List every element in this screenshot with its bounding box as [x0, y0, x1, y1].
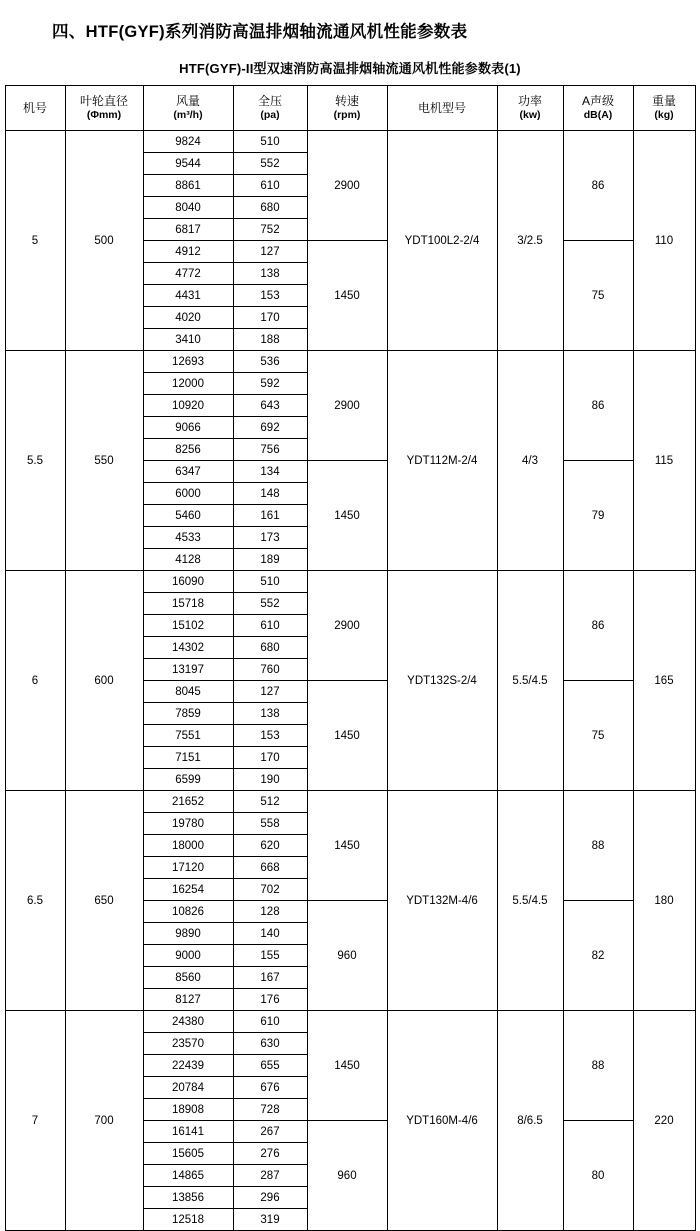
column-header-pressure-unit: (pa) — [260, 108, 280, 121]
cell-flow: 8560 — [143, 967, 233, 989]
cell-flow: 23570 — [143, 1033, 233, 1055]
cell-flow: 21652 — [143, 791, 233, 813]
cell-diameter: 500 — [65, 131, 143, 351]
column-header-diameter-label: 叶轮直径 — [79, 93, 128, 108]
cell-flow: 18908 — [143, 1099, 233, 1121]
column-header-power-unit: (kw) — [519, 108, 541, 121]
cell-flow: 10826 — [143, 901, 233, 923]
cell-flow: 7859 — [143, 703, 233, 725]
cell-pressure: 148 — [233, 483, 307, 505]
cell-pressure: 267 — [233, 1121, 307, 1143]
cell-flow: 4772 — [143, 263, 233, 285]
column-header-flow — [143, 86, 233, 131]
cell-pressure: 610 — [233, 1011, 307, 1033]
cell-weight: 115 — [633, 351, 695, 571]
cell-flow: 12518 — [143, 1209, 233, 1231]
document-page — [0, 18, 700, 1226]
cell-pressure: 134 — [233, 461, 307, 483]
cell-speed: 1450 — [307, 681, 387, 791]
cell-pressure: 190 — [233, 769, 307, 791]
performance-table — [5, 85, 696, 1231]
cell-flow: 4020 — [143, 307, 233, 329]
cell-speed: 1450 — [307, 1011, 387, 1121]
cell-speed: 1450 — [307, 241, 387, 351]
column-header-speed-unit: (rpm) — [333, 108, 361, 121]
column-header-noise — [563, 86, 633, 131]
cell-flow: 13856 — [143, 1187, 233, 1209]
cell-flow: 14865 — [143, 1165, 233, 1187]
cell-model: 7 — [5, 1011, 65, 1231]
column-header-power — [497, 86, 563, 131]
cell-pressure: 153 — [233, 285, 307, 307]
cell-flow: 16254 — [143, 879, 233, 901]
cell-weight: 220 — [633, 1011, 695, 1231]
cell-pressure: 728 — [233, 1099, 307, 1121]
cell-pressure: 592 — [233, 373, 307, 395]
column-header-noise-label: A声级 — [581, 93, 614, 108]
cell-pressure: 127 — [233, 681, 307, 703]
cell-pressure: 167 — [233, 967, 307, 989]
cell-pressure: 680 — [233, 637, 307, 659]
cell-pressure: 138 — [233, 263, 307, 285]
cell-pressure: 536 — [233, 351, 307, 373]
cell-flow: 18000 — [143, 835, 233, 857]
cell-pressure: 512 — [233, 791, 307, 813]
cell-flow: 16141 — [143, 1121, 233, 1143]
cell-pressure: 610 — [233, 175, 307, 197]
table-row — [5, 131, 695, 153]
cell-model: 5 — [5, 131, 65, 351]
cell-power: 5.5/4.5 — [497, 791, 563, 1011]
cell-pressure: 138 — [233, 703, 307, 725]
cell-motor-model: YDT100L2-2/4 — [387, 131, 497, 351]
table-caption: HTF(GYF)-II型双速消防高温排烟轴流通风机性能参数表(1) — [179, 61, 521, 76]
cell-power: 4/3 — [497, 351, 563, 571]
column-header-flow-label: 风量 — [175, 93, 200, 108]
cell-flow: 3410 — [143, 329, 233, 351]
cell-pressure: 296 — [233, 1187, 307, 1209]
cell-flow: 15102 — [143, 615, 233, 637]
cell-noise: 82 — [563, 901, 633, 1011]
cell-flow: 13197 — [143, 659, 233, 681]
column-header-pressure-label: 全压 — [257, 93, 282, 108]
cell-flow: 19780 — [143, 813, 233, 835]
cell-flow: 22439 — [143, 1055, 233, 1077]
cell-pressure: 319 — [233, 1209, 307, 1231]
cell-flow: 4533 — [143, 527, 233, 549]
table-row — [5, 1011, 695, 1033]
cell-noise: 86 — [563, 571, 633, 681]
cell-pressure: 128 — [233, 901, 307, 923]
cell-motor-model: YDT132M-4/6 — [387, 791, 497, 1011]
cell-noise: 75 — [563, 681, 633, 791]
cell-noise: 80 — [563, 1121, 633, 1231]
cell-flow: 8045 — [143, 681, 233, 703]
cell-motor-model: YDT112M-2/4 — [387, 351, 497, 571]
cell-pressure: 630 — [233, 1033, 307, 1055]
cell-flow: 14302 — [143, 637, 233, 659]
cell-model: 6 — [5, 571, 65, 791]
cell-motor-model: YDT160M-4/6 — [387, 1011, 497, 1231]
cell-pressure: 127 — [233, 241, 307, 263]
cell-pressure: 189 — [233, 549, 307, 571]
cell-pressure: 170 — [233, 307, 307, 329]
cell-flow: 6000 — [143, 483, 233, 505]
cell-pressure: 558 — [233, 813, 307, 835]
table-row — [5, 791, 695, 813]
cell-flow: 9824 — [143, 131, 233, 153]
cell-flow: 4128 — [143, 549, 233, 571]
cell-flow: 9066 — [143, 417, 233, 439]
cell-weight: 165 — [633, 571, 695, 791]
cell-pressure: 188 — [233, 329, 307, 351]
cell-pressure: 552 — [233, 593, 307, 615]
cell-pressure: 155 — [233, 945, 307, 967]
cell-noise: 79 — [563, 461, 633, 571]
cell-flow: 8861 — [143, 175, 233, 197]
cell-flow: 6599 — [143, 769, 233, 791]
cell-pressure: 287 — [233, 1165, 307, 1187]
table-row — [5, 571, 695, 593]
cell-pressure: 752 — [233, 219, 307, 241]
cell-pressure: 756 — [233, 439, 307, 461]
cell-power: 3/2.5 — [497, 131, 563, 351]
cell-noise: 75 — [563, 241, 633, 351]
cell-pressure: 610 — [233, 615, 307, 637]
cell-flow: 12000 — [143, 373, 233, 395]
cell-speed: 960 — [307, 901, 387, 1011]
column-header-diameter — [65, 86, 143, 131]
table-header-row — [5, 86, 695, 131]
cell-speed: 2900 — [307, 351, 387, 461]
table-body — [5, 131, 695, 1231]
cell-pressure: 176 — [233, 989, 307, 1011]
cell-pressure: 676 — [233, 1077, 307, 1099]
column-header-motor — [387, 86, 497, 131]
cell-pressure: 620 — [233, 835, 307, 857]
cell-pressure: 161 — [233, 505, 307, 527]
cell-flow: 12693 — [143, 351, 233, 373]
cell-flow: 17120 — [143, 857, 233, 879]
cell-pressure: 643 — [233, 395, 307, 417]
cell-flow: 9890 — [143, 923, 233, 945]
cell-flow: 24380 — [143, 1011, 233, 1033]
cell-pressure: 668 — [233, 857, 307, 879]
cell-flow: 7551 — [143, 725, 233, 747]
cell-model: 6.5 — [5, 791, 65, 1011]
cell-pressure: 170 — [233, 747, 307, 769]
cell-diameter: 650 — [65, 791, 143, 1011]
cell-weight: 180 — [633, 791, 695, 1011]
cell-pressure: 692 — [233, 417, 307, 439]
column-header-weight-label: 重量 — [651, 93, 676, 108]
cell-pressure: 173 — [233, 527, 307, 549]
column-header-flow-unit: (m³/h) — [173, 108, 203, 121]
column-header-diameter-unit: (Φmm) — [86, 108, 122, 121]
cell-pressure: 552 — [233, 153, 307, 175]
cell-flow: 9000 — [143, 945, 233, 967]
cell-pressure: 140 — [233, 923, 307, 945]
cell-speed: 1450 — [307, 791, 387, 901]
cell-flow: 7151 — [143, 747, 233, 769]
cell-pressure: 153 — [233, 725, 307, 747]
cell-power: 8/6.5 — [497, 1011, 563, 1231]
column-header-model-label: 机号 — [22, 100, 47, 115]
cell-flow: 6347 — [143, 461, 233, 483]
cell-flow: 8256 — [143, 439, 233, 461]
column-header-weight — [633, 86, 695, 131]
column-header-speed — [307, 86, 387, 131]
cell-speed: 2900 — [307, 131, 387, 241]
cell-flow: 9544 — [143, 153, 233, 175]
column-header-motor-label: 电机型号 — [417, 100, 466, 115]
cell-pressure: 510 — [233, 571, 307, 593]
cell-diameter: 600 — [65, 571, 143, 791]
column-header-model — [5, 86, 65, 131]
column-header-noise-unit: dB(A) — [583, 108, 613, 121]
column-header-pressure — [233, 86, 307, 131]
cell-flow: 8127 — [143, 989, 233, 1011]
cell-power: 5.5/4.5 — [497, 571, 563, 791]
cell-flow: 4912 — [143, 241, 233, 263]
cell-flow: 16090 — [143, 571, 233, 593]
cell-diameter: 700 — [65, 1011, 143, 1231]
column-header-speed-label: 转速 — [334, 93, 359, 108]
cell-pressure: 655 — [233, 1055, 307, 1077]
cell-speed: 2900 — [307, 571, 387, 681]
cell-motor-model: YDT132S-2/4 — [387, 571, 497, 791]
cell-flow: 20784 — [143, 1077, 233, 1099]
cell-flow: 15605 — [143, 1143, 233, 1165]
cell-pressure: 680 — [233, 197, 307, 219]
cell-weight: 110 — [633, 131, 695, 351]
cell-pressure: 276 — [233, 1143, 307, 1165]
page-title: 四、HTF(GYF)系列消防高温排烟轴流通风机性能参数表 — [52, 23, 468, 41]
cell-pressure: 760 — [233, 659, 307, 681]
cell-flow: 10920 — [143, 395, 233, 417]
cell-pressure: 702 — [233, 879, 307, 901]
cell-speed: 960 — [307, 1121, 387, 1231]
cell-flow: 4431 — [143, 285, 233, 307]
table-row — [5, 351, 695, 373]
cell-flow: 15718 — [143, 593, 233, 615]
cell-speed: 1450 — [307, 461, 387, 571]
cell-noise: 88 — [563, 1011, 633, 1121]
cell-flow: 5460 — [143, 505, 233, 527]
cell-noise: 88 — [563, 791, 633, 901]
column-header-weight-unit: (kg) — [654, 108, 674, 121]
cell-noise: 86 — [563, 131, 633, 241]
table-header — [5, 86, 695, 131]
cell-diameter: 550 — [65, 351, 143, 571]
cell-model: 5.5 — [5, 351, 65, 571]
cell-pressure: 510 — [233, 131, 307, 153]
column-header-power-label: 功率 — [517, 93, 542, 108]
cell-noise: 86 — [563, 351, 633, 461]
cell-flow: 6817 — [143, 219, 233, 241]
cell-flow: 8040 — [143, 197, 233, 219]
